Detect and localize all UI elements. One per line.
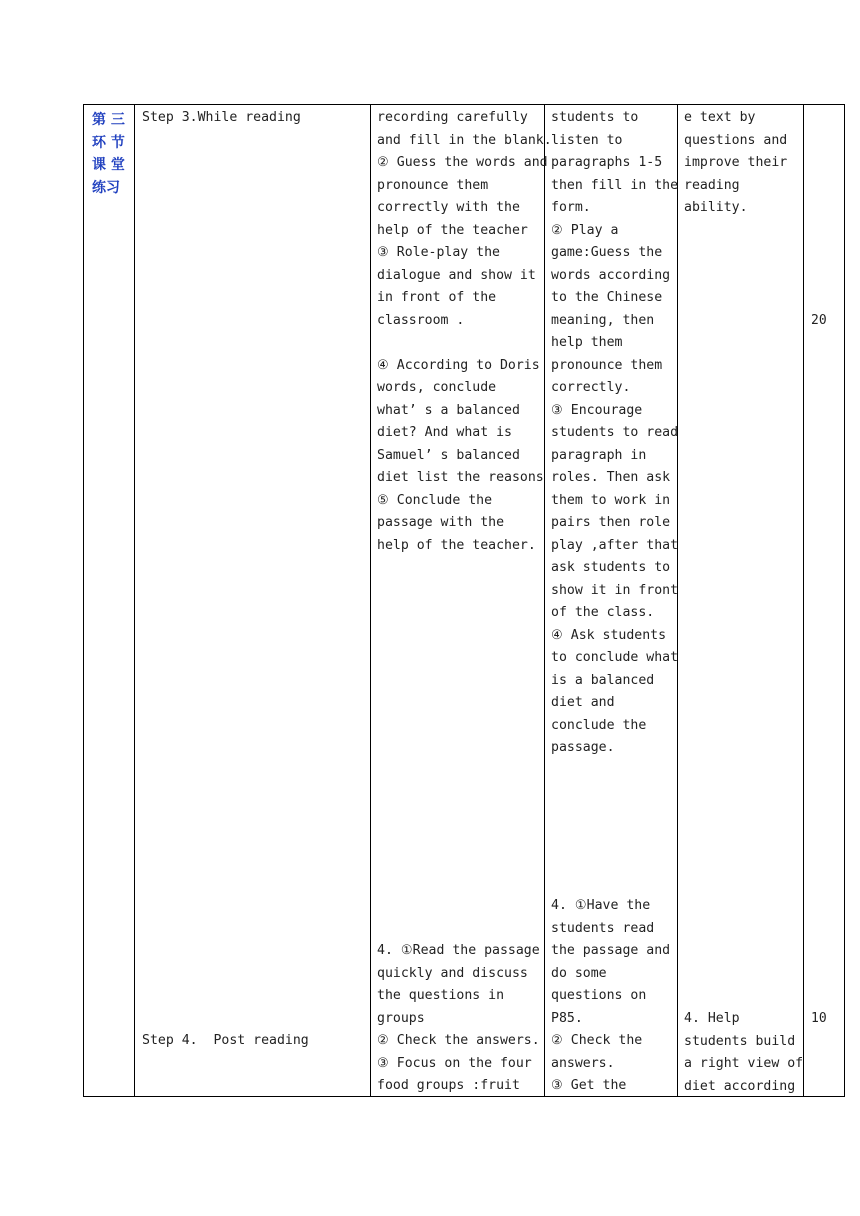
step4-label: Step 4. Post reading [142,1033,309,1048]
teacher-activity-step4: 4. ①Have the students read the passage and do some questions on P85. ② Check the answers. ③ Get the [551,898,671,1093]
section-label: 第 三 环 节 课 堂 练习 [92,112,125,196]
purpose-step4: 4. Help students build a right view of diet according [684,1011,804,1094]
purpose-step3: e text by questions and improve their reading ability. [684,110,788,215]
column-divider [134,105,135,1096]
teacher-activity-step3: students to listen to paragraphs 1-5 then fill in the form. ② Play a game:Guess the words according to the Chinese meaning, then help them pronounce them correctly. ③ Encourage students to read paragraph in roles. Then ask them to work in pairs then role play ,after that ask students to show it in front of the class. ④ Ask students to conclude what is a balanced diet and conclude the passage. [551,110,679,755]
student-activity-step3: recording carefully and fill in the blank. ② Guess the words and pronounce them correctly with the help of the teacher ③ Role-play the dialogue and show it in front of the classroom . ④ According to Doris words, conclude what’ s a balanced diet? And what is Samuel’ s balanced diet list the reasons ⑤ Conclude the passage with the help of the teacher. [377,110,552,553]
column-divider [370,105,371,1096]
lesson-plan-table [83,104,845,1097]
time-step3: 20 [811,313,827,328]
step3-label: Step 3.While reading [142,110,301,125]
time-step4: 10 [811,1011,827,1026]
column-divider [803,105,804,1096]
student-activity-step4: 4. ①Read the passage quickly and discuss the questions in groups ② Check the answers. ③ Focus on the four food groups :fruit [377,943,540,1093]
